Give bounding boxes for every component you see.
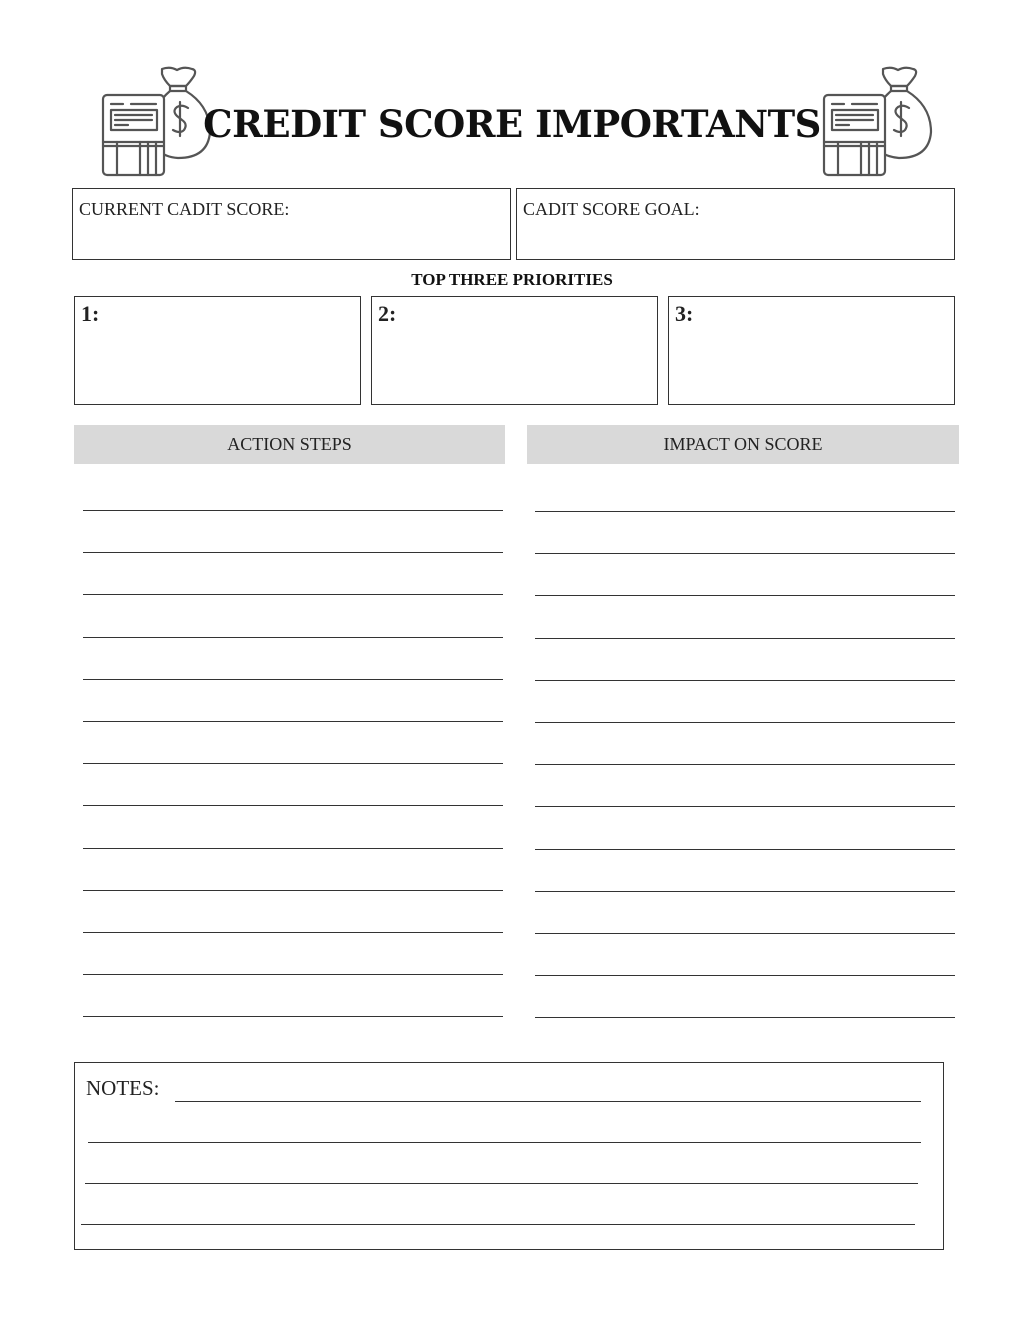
priorities-heading: TOP THREE PRIORITIES: [411, 270, 613, 289]
credit-score-goal-label: CADIT SCORE GOAL:: [523, 199, 700, 219]
notes-line[interactable]: [85, 1183, 918, 1184]
notes-line[interactable]: [88, 1142, 921, 1143]
writing-line[interactable]: [535, 891, 955, 892]
notes-label: NOTES:: [86, 1076, 160, 1100]
writing-line[interactable]: [535, 553, 955, 554]
writing-line[interactable]: [83, 932, 503, 933]
priority-label: 2:: [378, 301, 397, 326]
writing-line[interactable]: [535, 722, 955, 723]
notes-box[interactable]: [74, 1062, 944, 1250]
writing-line[interactable]: [83, 552, 503, 553]
writing-line[interactable]: [83, 637, 503, 638]
writing-line[interactable]: [83, 805, 503, 806]
priority-box-3[interactable]: [668, 296, 955, 405]
writing-line[interactable]: [83, 510, 503, 511]
priority-label: 3:: [675, 301, 694, 326]
priority-box-2[interactable]: [371, 296, 658, 405]
priority-box-1[interactable]: [74, 296, 361, 405]
page-title: CREDIT SCORE IMPORTANTS: [203, 102, 821, 146]
calculator-money-bag-icon: [821, 64, 936, 179]
writing-line[interactable]: [535, 764, 955, 765]
impact-on-score-header: IMPACT ON SCORE: [527, 425, 959, 464]
writing-line[interactable]: [535, 806, 955, 807]
current-credit-score-field[interactable]: [72, 188, 511, 260]
credit-score-goal-field[interactable]: [516, 188, 955, 260]
writing-line[interactable]: [83, 721, 503, 722]
writing-line[interactable]: [535, 638, 955, 639]
notes-line[interactable]: [175, 1101, 921, 1102]
writing-line[interactable]: [535, 975, 955, 976]
writing-line[interactable]: [83, 890, 503, 891]
writing-line[interactable]: [535, 933, 955, 934]
priority-label: 1:: [81, 301, 100, 326]
writing-line[interactable]: [535, 595, 955, 596]
notes-line[interactable]: [81, 1224, 915, 1225]
writing-line[interactable]: [535, 680, 955, 681]
current-credit-score-label: CURRENT CADIT SCORE:: [79, 199, 290, 219]
writing-line[interactable]: [535, 511, 955, 512]
writing-line[interactable]: [83, 1016, 503, 1017]
writing-line[interactable]: [83, 974, 503, 975]
writing-line[interactable]: [83, 679, 503, 680]
writing-line[interactable]: [535, 1017, 955, 1018]
action-steps-header: ACTION STEPS: [74, 425, 505, 464]
writing-line[interactable]: [535, 849, 955, 850]
writing-line[interactable]: [83, 848, 503, 849]
writing-line[interactable]: [83, 763, 503, 764]
writing-line[interactable]: [83, 594, 503, 595]
